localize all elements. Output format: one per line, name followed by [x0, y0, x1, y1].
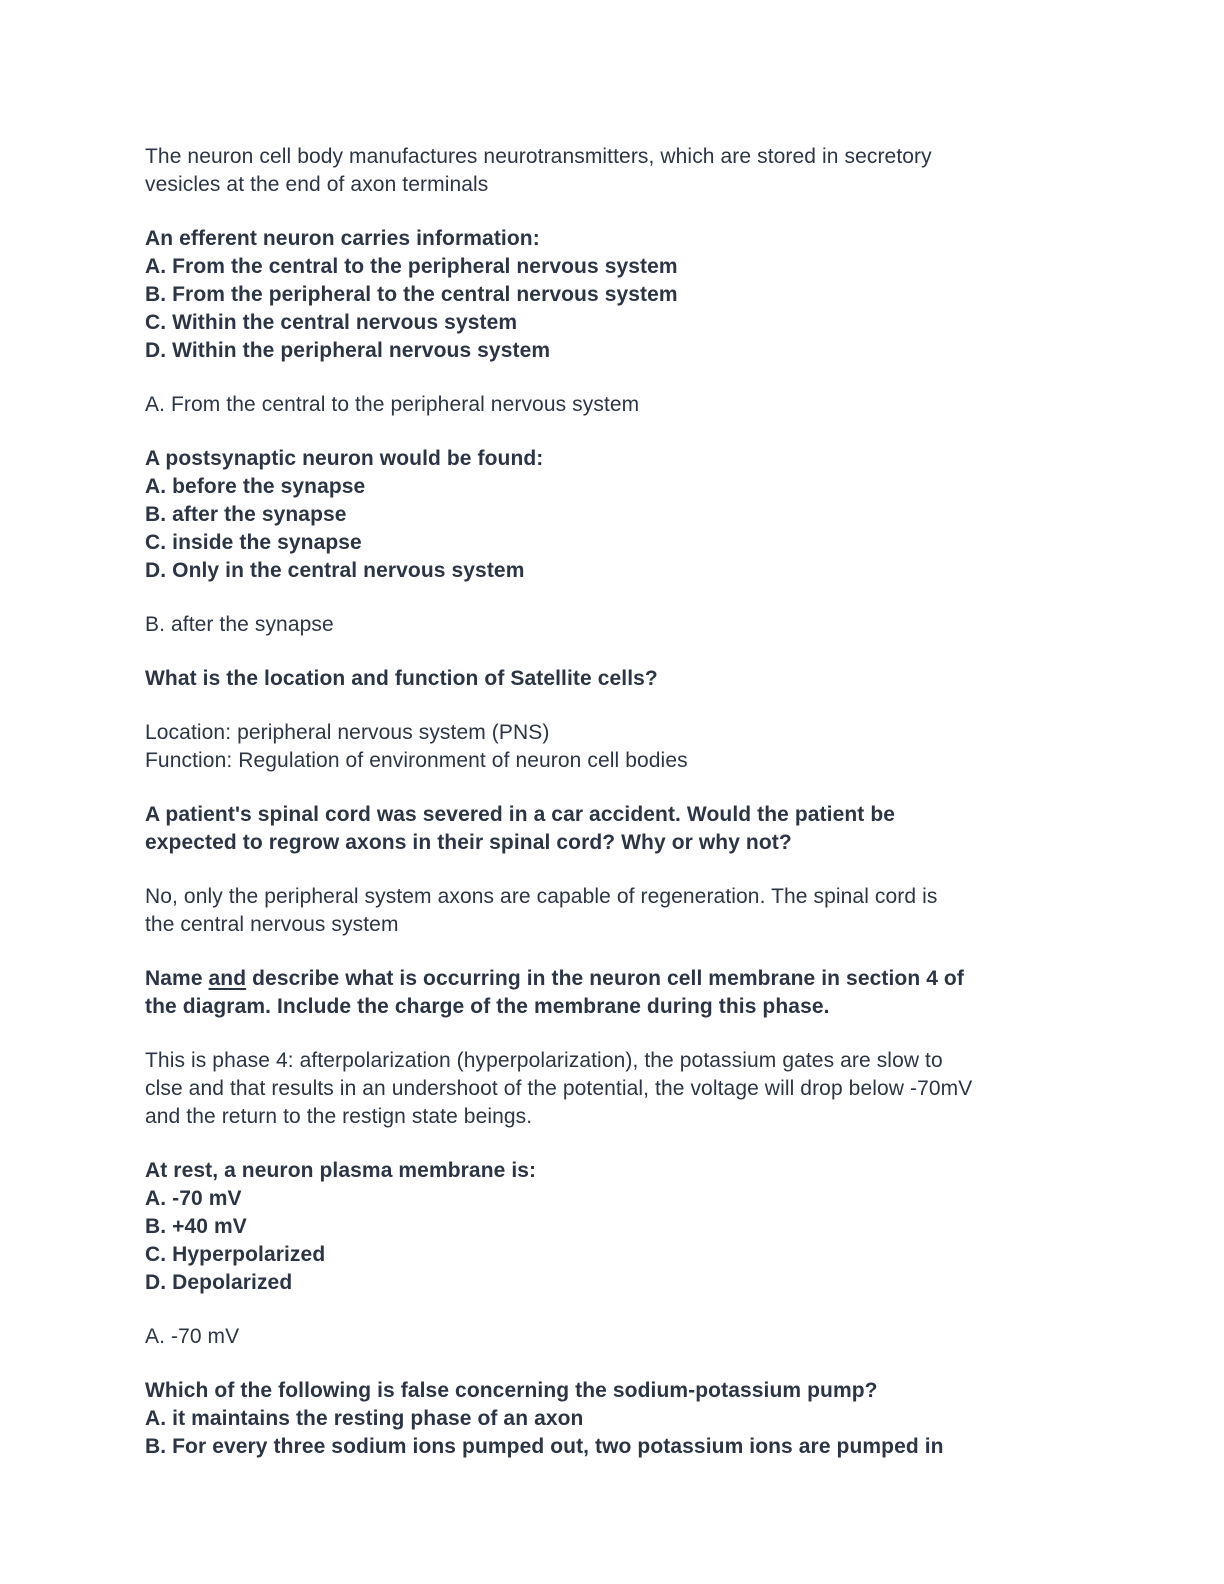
answer-line: A. -70 mV [145, 1325, 240, 1348]
notes-document [145, 143, 1080, 1461]
question-line: D. Depolarized [145, 1271, 293, 1294]
question-block [145, 1157, 1080, 1297]
question-line: expected to regrow axons in their spinal cord? Why or why not? [145, 831, 792, 854]
answer-line: and the return to the restign state beings. [145, 1105, 533, 1128]
answer-block [145, 611, 1080, 639]
question-line: What is the location and function of Satellite cells? [145, 667, 658, 690]
question-line: C. inside the synapse [145, 531, 362, 554]
question-line: A postsynaptic neuron would be found: [145, 447, 544, 470]
note-block [145, 143, 1080, 199]
answer-block [145, 1323, 1080, 1351]
question-line: B. after the synapse [145, 503, 347, 526]
question-line: B. From the peripheral to the central nervous system [145, 283, 678, 306]
note-line: vesicles at the end of axon terminals [145, 173, 489, 196]
answer-line: the central nervous system [145, 913, 399, 936]
question-line: B. For every three sodium ions pumped out, two potassium ions are pumped in [145, 1435, 944, 1458]
question-line: C. Within the central nervous system [145, 311, 518, 334]
answer-block [145, 1047, 1080, 1131]
question-block [145, 801, 1080, 857]
answer-block [145, 391, 1080, 419]
question-line: A. From the central to the peripheral nervous system [145, 255, 678, 278]
question-line: An efferent neuron carries information: [145, 227, 540, 250]
question-line: A. it maintains the resting phase of an axon [145, 1407, 584, 1430]
question-block [145, 1377, 1080, 1461]
question-block [145, 665, 1080, 693]
answer-line: No, only the peripheral system axons are capable of regeneration. The spinal cord is [145, 885, 938, 908]
question-block [145, 225, 1080, 365]
question-line: Name and describe what is occurring in the neuron cell membrane in section 4 of [145, 967, 964, 990]
question-line: Which of the following is false concerning the sodium-potassium pump? [145, 1379, 878, 1402]
answer-line: B. after the synapse [145, 613, 334, 636]
question-line: A patient's spinal cord was severed in a car accident. Would the patient be [145, 803, 896, 826]
question-line: At rest, a neuron plasma membrane is: [145, 1159, 537, 1182]
answer-line: Function: Regulation of environment of neuron cell bodies [145, 749, 688, 772]
question-line: A. before the synapse [145, 475, 366, 498]
question-line: A. -70 mV [145, 1187, 242, 1210]
question-line: C. Hyperpolarized [145, 1243, 326, 1266]
question-block [145, 445, 1080, 585]
answer-line: This is phase 4: afterpolarization (hyperpolarization), the potassium gates are slow to [145, 1049, 943, 1072]
question-line: the diagram. Include the charge of the membrane during this phase. [145, 995, 830, 1018]
answer-block [145, 719, 1080, 775]
question-block [145, 965, 1080, 1021]
question-line: B. +40 mV [145, 1215, 247, 1238]
question-line: D. Within the peripheral nervous system [145, 339, 551, 362]
question-line: D. Only in the central nervous system [145, 559, 525, 582]
answer-line: clse and that results in an undershoot of the potential, the voltage will drop below -70mV [145, 1077, 973, 1100]
note-line: The neuron cell body manufactures neurotransmitters, which are stored in secretory [145, 145, 932, 168]
answer-line: A. From the central to the peripheral nervous system [145, 393, 640, 416]
answer-line: Location: peripheral nervous system (PNS) [145, 721, 550, 744]
answer-block [145, 883, 1080, 939]
